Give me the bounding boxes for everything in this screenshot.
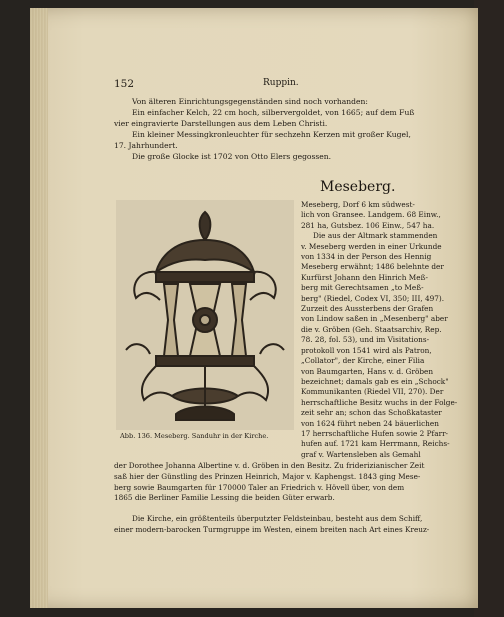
column-line: berg mit Gerechtsamen „to Meß- — [301, 283, 424, 293]
hourglass-illustration — [116, 200, 294, 430]
continuation-paragraph — [114, 461, 469, 504]
column-line: herrschaftliche Besitz wuchs in der Folge- — [301, 397, 458, 407]
column-line: Meseberg, Dorf 6 km südwest- — [301, 200, 415, 209]
intro-line: Ein einfacher Kelch, 22 cm hoch, silbervergoldet, von 1665; auf dem Fuß — [132, 108, 415, 117]
column-line: 78. 28, fol. 53), und im Visitations- — [301, 335, 430, 345]
intro-line: Ein kleiner Messingkronleuchter für sechzehn Kerzen mit großer Kugel, — [132, 130, 411, 139]
intro-line: 17. Jahrhundert. — [114, 141, 178, 150]
intro-line: vier eingravierte Darstellungen aus dem Leben Christi. — [114, 119, 328, 128]
column-line: „Collator", der Kirche, einer Filia — [301, 356, 425, 366]
page-edges — [30, 8, 48, 608]
column-line: 281 ha, Gutsbez. 106 Einw., 547 ha. — [301, 220, 435, 230]
column-line: von Lindow saßen in „Mesenberg" aber — [301, 314, 448, 324]
column-line: bezeichnet; damals gab es ein „Schock" — [301, 376, 449, 386]
column-line: berg" (Riedel, Codex VI, 350; III, 497). — [301, 293, 445, 303]
body-line: saß hier der Günstling des Prinzen Heinrich, Major v. Kaphengst. 1843 ging Mese- — [114, 471, 421, 481]
body-line: Die Kirche, ein größtenteils überputzter Feldsteinbau, besteht aus dem Schiff, — [132, 514, 423, 523]
section-title: Meseberg. — [320, 179, 396, 195]
column-line: lich von Gransee. Landgem. 68 Einw., — [301, 210, 441, 220]
binding-shadow — [474, 0, 504, 617]
column-line: hufen auf. 1721 kam Herrmann, Reichs- — [301, 439, 450, 449]
column-line: Die aus der Altmark stammenden — [313, 231, 438, 241]
column-line: die v. Gröben (Geh. Staatsarchiv, Rep. — [301, 324, 442, 334]
column-line: Kurfürst Johann den Hinrich Meß- — [301, 272, 428, 282]
body-line: 1865 die Berliner Familie Lessing die beiden Güter erwarb. — [114, 493, 335, 503]
column-line: Kommunikanten (Riedel VII, 270). Der — [301, 387, 444, 397]
body-line: einer modern-barocken Turmgruppe im Westen, einem breiten nach Art eines Kreuz- — [114, 524, 430, 534]
body-line: der Dorothee Johanna Albertine v. d. Gröben in den Besitz. Zu friderizianischer Zeit — [114, 461, 425, 470]
column-line: zeit sehr an; schon das Schoßkataster — [301, 408, 442, 418]
column-line: v. Meseberg werden in einer Urkunde — [301, 241, 442, 251]
page-number: 152 — [114, 78, 135, 90]
column-line: 17 herrschaftliche Hufen sowie 2 Pfarr- — [301, 428, 449, 438]
church-paragraph — [114, 514, 469, 536]
column-line: Zurzeit des Aussterbens der Grafen — [301, 304, 434, 314]
intro-line: Von älteren Einrichtungsgegenständen sind noch vorhanden: — [132, 97, 368, 106]
column-line: von 1624 führt neben 24 bäuerlichen — [301, 418, 439, 428]
intro-line: Die große Glocke ist 1702 von Otto Elers gegossen. — [132, 152, 332, 161]
intro-paragraph — [114, 96, 469, 162]
column-line: von Baumgarten, Hans v. d. Gröben — [301, 366, 434, 376]
column-line: graf v. Wartensleben als Gemahl — [301, 449, 421, 459]
running-title: Ruppin. — [263, 78, 299, 88]
figure-caption: Abb. 136. Meseberg. Sanduhr in der Kirche. — [120, 432, 269, 440]
body-line: berg sowie Baumgarten für 170000 Taler an Friedrich v. Hövell über, von dem — [114, 482, 405, 492]
column-line: von 1334 in der Person des Hennig — [301, 252, 432, 262]
column-line: protokoll von 1541 wird als Patron, — [301, 345, 432, 355]
column-line: Meseberg erwähnt; 1486 belehnte der — [301, 262, 444, 272]
meseberg-column — [301, 200, 469, 460]
